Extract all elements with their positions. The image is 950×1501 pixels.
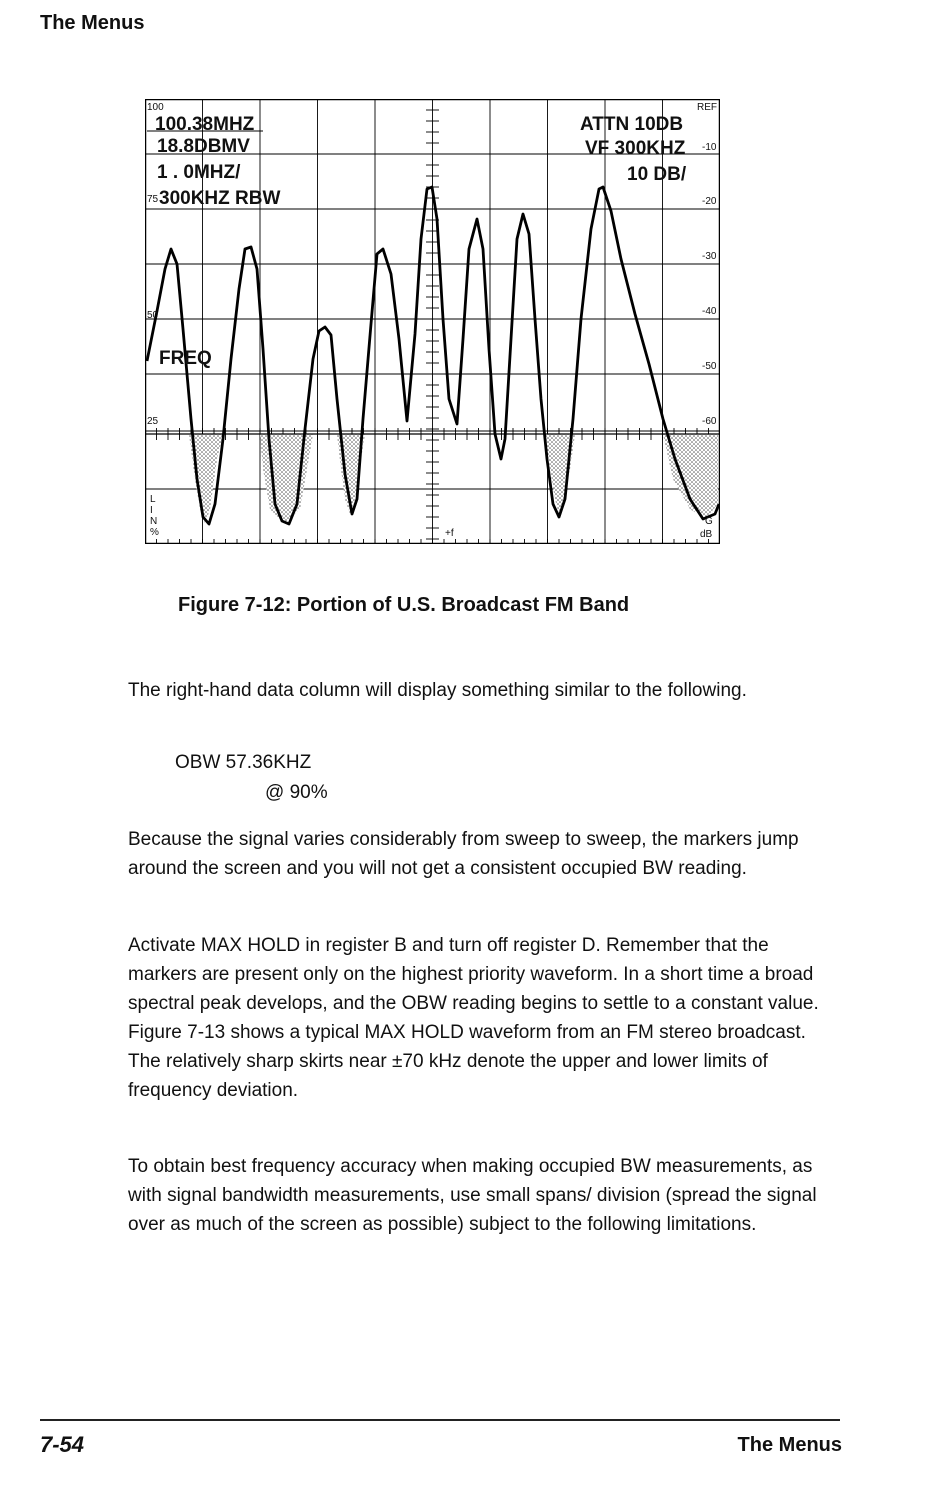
paragraph: The right-hand data column will display something similar to the following. [128,680,747,701]
spectrum-display [145,99,720,544]
lin-indicator: N [150,516,158,527]
left-scale-label: 100 [147,102,164,113]
lin-indicator: % [150,527,159,538]
obw-percent: @ 90% [265,782,328,803]
left-scale-label: 50 [147,310,159,321]
reference-tag: REF [697,102,717,113]
spectrum-trace [147,187,719,524]
left-scale-label: 75 [147,194,159,205]
right-scale-label: -50 [702,361,717,372]
frequency-arrow-label: +f [445,528,454,539]
shaded-regions [189,434,718,524]
right-scale-label: -20 [702,196,717,207]
right-scale-label: -60 [702,416,717,427]
lin-indicator: L [150,494,156,505]
span-per-division: 1 . 0MHZ/ [157,162,241,183]
right-scale-label: -30 [702,251,717,262]
resolution-bandwidth: 300KHZ RBW [159,188,281,209]
right-scale-label: -10 [702,142,717,153]
mode-label: FREQ [159,348,212,369]
db-unit-label: dB [700,529,713,540]
paragraph: To obtain best frequency accuracy when making occupied BW measurements, as with signal bandwidth measurements, use small spans/ division (spread the signal over as much of the screen as possible) subject to the following limitations. [128,1156,817,1235]
center-frequency: 100.38MHZ [155,114,255,135]
right-scale-label: -40 [702,306,717,317]
footer-section: The Menus [737,1434,842,1456]
vertical-scale: 10 DB/ [627,164,687,185]
figure-caption: Figure 7-12: Portion of U.S. Broadcast FM Band [178,594,630,616]
attenuation: ATTN 10DB [580,114,684,135]
paragraph: Activate MAX HOLD in register B and turn off register D. Remember that the markers are present only on the highest priority waveform. In a short time a broad spectral peak develops, and the OBW reading begins to settle to a constant value. Figure 7-13 shows a typical MAX HOLD waveform from an FM stereo broadcast. The relatively sharp skirts near ±70 kHz denote the upper and lower limits of frequency deviation. [128,935,819,1101]
obw-readout: OBW 57.36KHZ [175,752,312,773]
left-scale-label: 25 [147,416,159,427]
video-filter: VF 300KHZ [585,138,686,159]
page-number: 7-54 [40,1432,85,1457]
lin-indicator: I [150,505,153,516]
paragraph: Because the signal varies considerably from sweep to sweep, the markers jump around the screen and you will not get a consistent occupied BW reading. [128,829,799,879]
log-indicator: G [705,516,713,527]
reference-level: 18.8DBMV [157,136,250,157]
running-header: The Menus [40,12,145,34]
footer-rule [40,1419,840,1421]
